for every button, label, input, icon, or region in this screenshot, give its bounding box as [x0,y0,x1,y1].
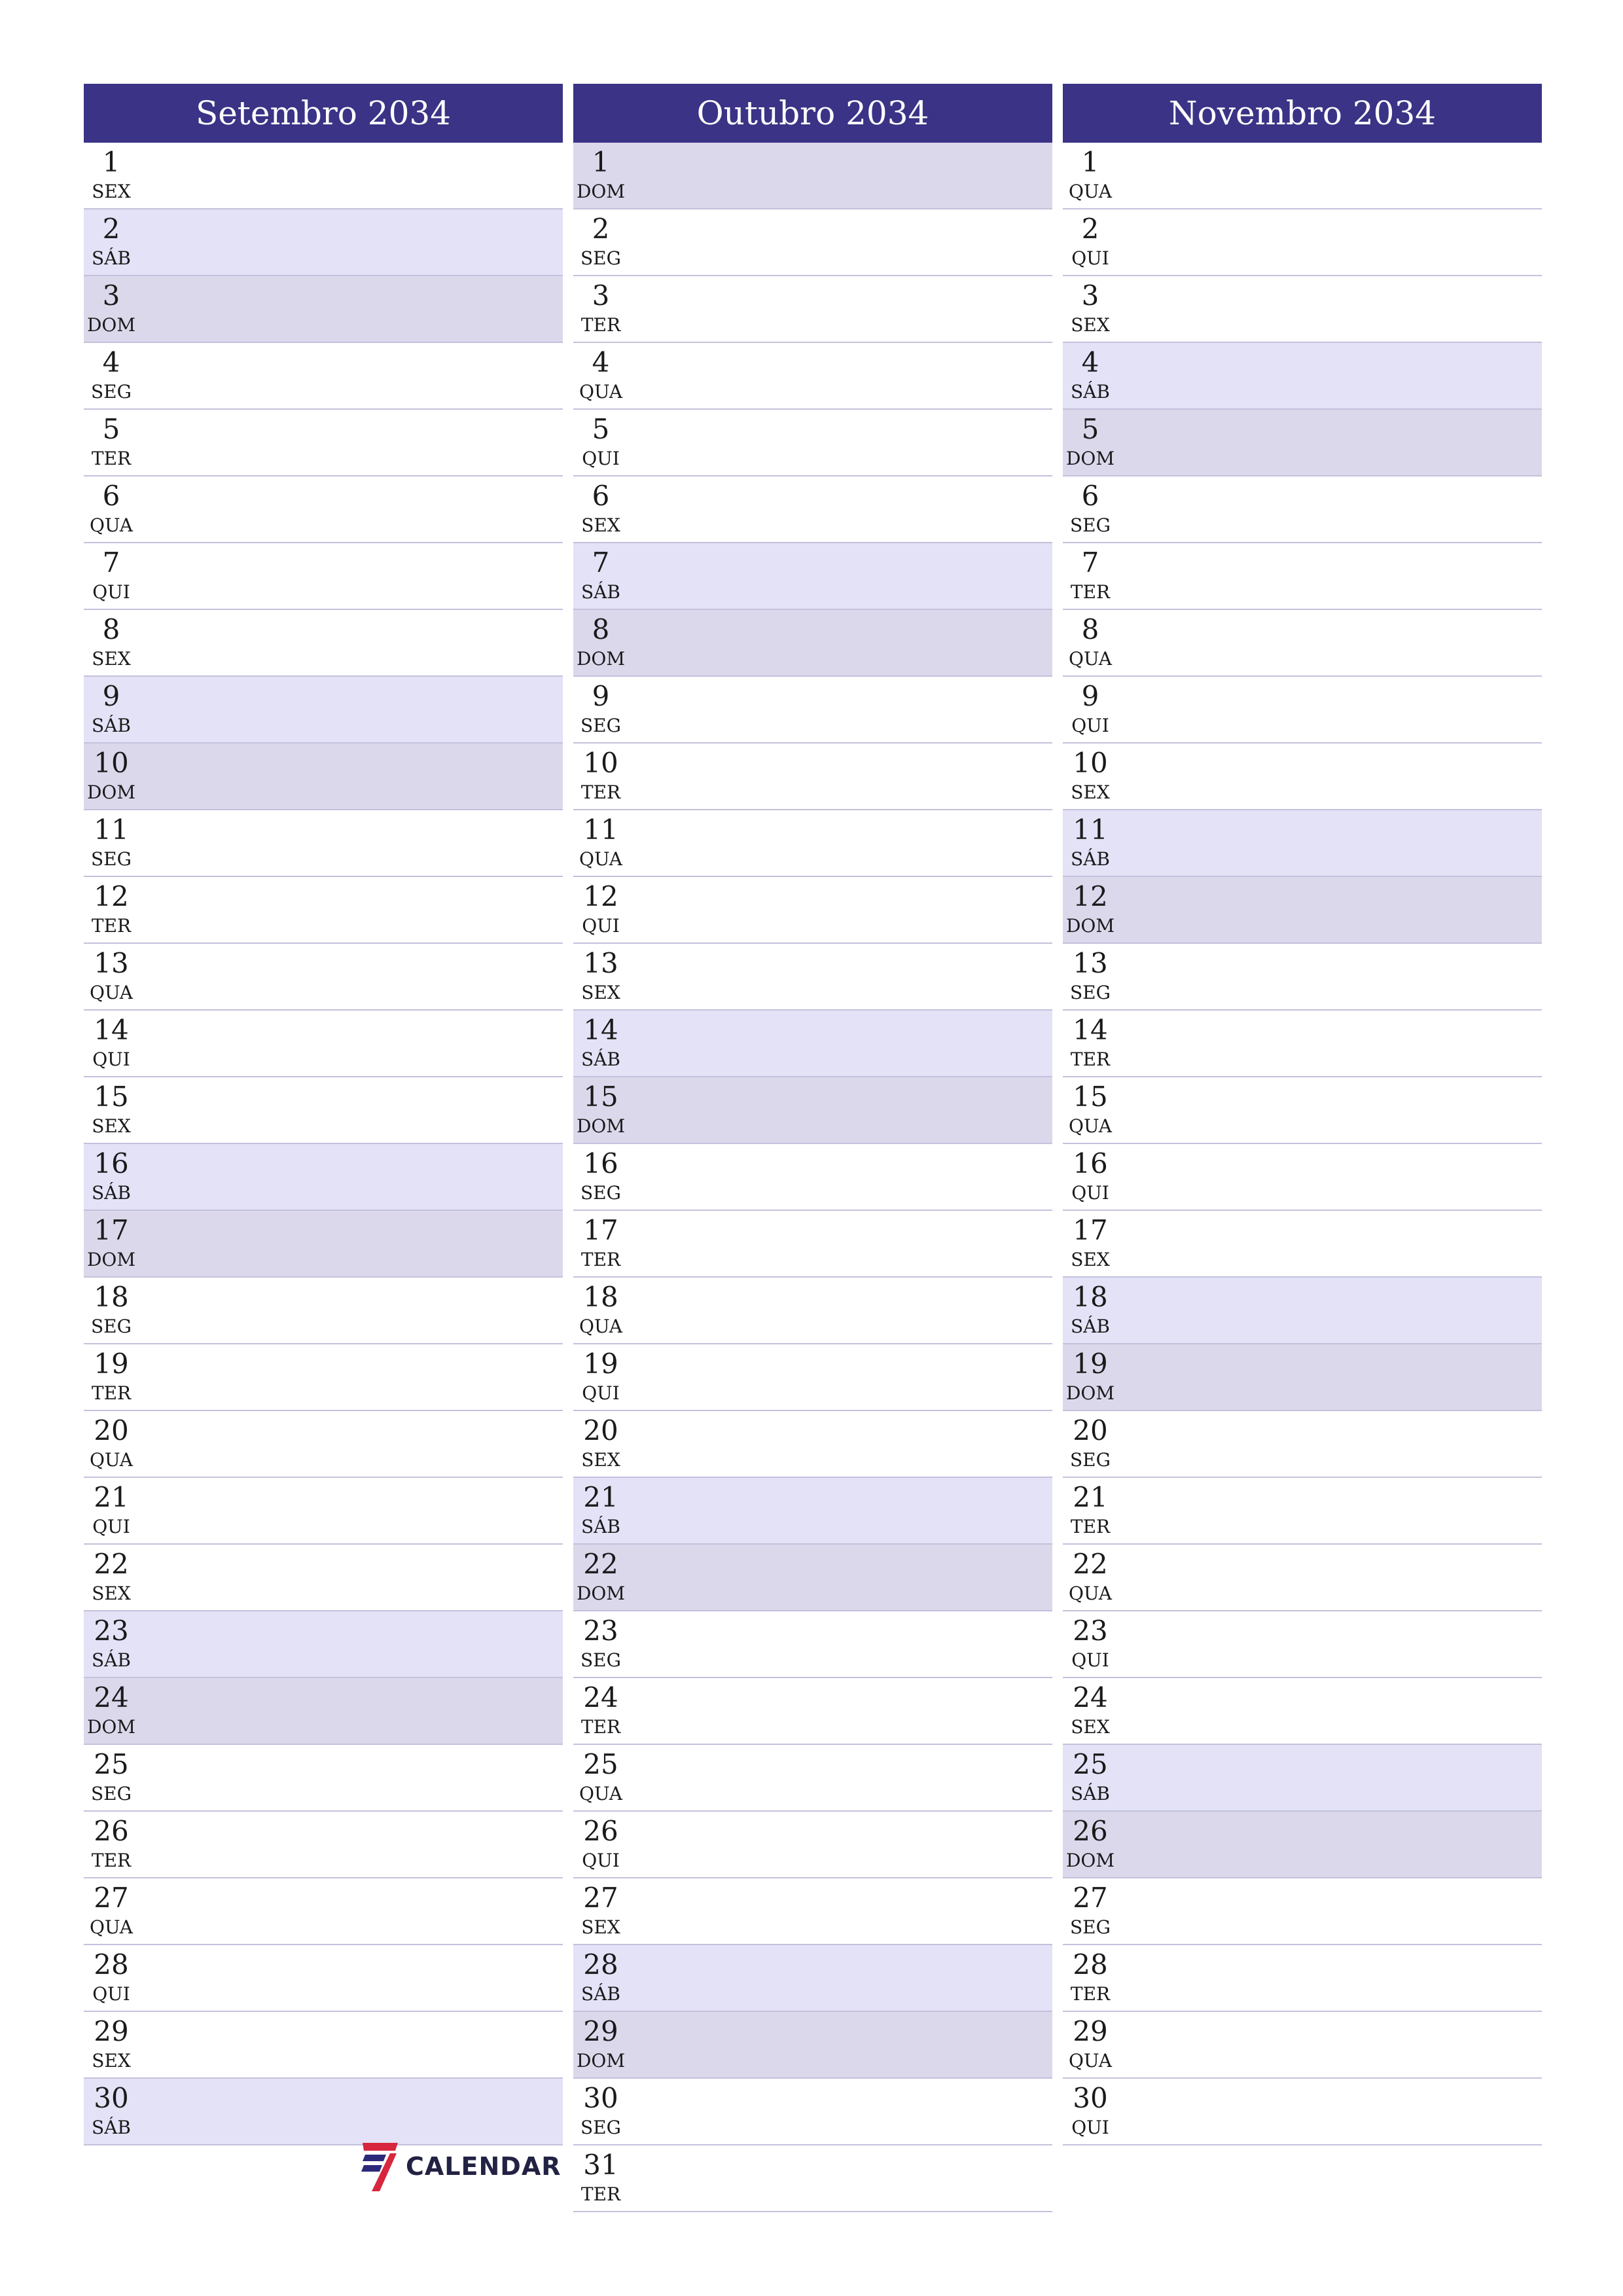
day-number: 27 [583,1882,618,1914]
weekday-label: QUI [582,1850,620,1871]
day-row[interactable] [84,1545,563,1611]
month-header: Setembro 2034 [84,84,563,143]
day-row[interactable] [84,2012,563,2079]
day-number: 11 [94,814,129,846]
weekday-label: SEX [581,514,620,536]
weekday-label: SEG [91,381,132,403]
day-row[interactable] [573,1945,1052,2012]
day-number: 28 [94,1948,129,1981]
weekday-label: QUI [92,581,130,603]
day-number: 12 [1073,880,1108,912]
day-number: 30 [1073,2082,1108,2114]
weekday-label: QUI [582,1382,620,1404]
weekday-label: SÁB [92,715,131,736]
day-number: 19 [94,1348,129,1380]
weekday-label: QUI [582,915,620,937]
weekday-label: DOM [576,1115,626,1137]
day-number: 14 [94,1014,129,1046]
day-row[interactable] [84,1344,563,1411]
weekday-label: QUA [1069,181,1112,202]
weekday-label: QUI [1071,247,1109,269]
day-row[interactable] [573,410,1052,476]
day-row[interactable] [573,677,1052,744]
weekday-label: QUA [1069,2050,1112,2072]
day-number: 15 [1073,1081,1108,1113]
day-row[interactable] [84,1144,563,1211]
day-row[interactable] [1063,1077,1542,1144]
day-number: 26 [583,1815,618,1847]
weekday-label: SEG [1070,1449,1111,1471]
weekday-label: SEX [581,1449,620,1471]
weekday-label: DOM [86,1249,136,1270]
day-number: 6 [1081,480,1099,512]
day-row[interactable] [1063,744,1542,810]
weekday-label: SÁB [1071,848,1110,870]
day-number: 7 [592,547,610,579]
day-row[interactable] [573,2012,1052,2079]
day-number: 24 [583,1681,618,1713]
weekday-label: TER [580,781,621,803]
logo-text: CALENDAR [406,2152,562,2181]
day-number: 30 [583,2082,618,2114]
weekday-label: SEX [92,181,131,202]
day-row[interactable] [1063,143,1542,209]
weekday-label: TER [1070,1983,1111,2005]
day-number: 25 [94,1748,129,1780]
day-number: 15 [583,1081,618,1113]
day-number: 29 [94,2015,129,2047]
day-number: 21 [94,1481,129,1513]
day-number: 19 [1073,1348,1108,1380]
day-list [84,143,563,2145]
weekday-label: SÁB [92,1649,131,1671]
weekday-label: QUI [92,1049,130,1070]
day-number: 15 [94,1081,129,1113]
weekday-label: DOM [1065,1382,1115,1404]
day-number: 26 [1073,1815,1108,1847]
weekday-label: SÁB [1071,381,1110,403]
day-row[interactable] [573,343,1052,410]
weekday-label: QUI [92,1516,130,1537]
weekday-label: SEX [1071,314,1110,336]
weekday-label: SÁB [92,2117,131,2138]
day-number: 28 [1073,1948,1108,1981]
day-number: 14 [583,1014,618,1046]
day-number: 20 [94,1414,129,1446]
day-row[interactable] [573,2079,1052,2145]
day-number: 13 [94,947,129,979]
weekday-label: SEG [580,1182,621,1204]
weekday-label: SÁB [581,581,620,603]
weekday-label: DOM [1065,1850,1115,1871]
day-number: 29 [583,2015,618,2047]
day-number: 23 [583,1615,618,1647]
month-header: Novembro 2034 [1063,84,1542,143]
day-row[interactable] [1063,343,1542,410]
weekday-label: SÁB [92,247,131,269]
day-row[interactable] [573,1011,1052,1077]
day-row[interactable] [84,276,563,343]
day-number: 2 [102,213,120,245]
day-row[interactable] [1063,276,1542,343]
day-row[interactable] [1063,1945,1542,2012]
weekday-label: SEX [1071,1249,1110,1270]
day-row[interactable] [84,944,563,1011]
day-row[interactable] [573,744,1052,810]
weekday-label: QUI [1071,2117,1109,2138]
day-row[interactable] [573,209,1052,276]
day-row[interactable] [84,1211,563,1278]
day-number: 8 [102,613,120,645]
day-row[interactable] [1063,877,1542,944]
weekday-label: QUA [579,848,622,870]
day-row[interactable] [573,143,1052,209]
day-number: 12 [583,880,618,912]
day-row[interactable] [1063,677,1542,744]
day-number: 24 [94,1681,129,1713]
day-row[interactable] [573,1478,1052,1545]
weekday-label: SEG [580,2117,621,2138]
day-number: 4 [102,346,120,378]
day-row[interactable] [84,543,563,610]
day-row[interactable] [1063,610,1542,677]
weekday-label: DOM [86,781,136,803]
day-row[interactable] [573,1812,1052,1878]
weekday-label: TER [91,1382,132,1404]
day-number: 5 [1081,413,1099,445]
day-number: 8 [592,613,610,645]
day-row[interactable] [84,1011,563,1077]
weekday-label: DOM [86,314,136,336]
day-list [573,143,1052,2212]
day-row[interactable] [84,1678,563,1745]
day-row[interactable] [573,1545,1052,1611]
weekday-label: SEG [1070,514,1111,536]
day-row[interactable] [573,1278,1052,1344]
weekday-label: SEG [580,715,621,736]
day-row[interactable] [84,744,563,810]
day-row[interactable] [573,276,1052,343]
weekday-label: QUI [92,1983,130,2005]
day-row[interactable] [1063,476,1542,543]
day-number: 7 [1081,547,1099,579]
weekday-label: TER [580,2183,621,2205]
month-column-october [573,84,1052,2212]
day-row[interactable] [84,410,563,476]
day-number: 9 [1081,680,1099,712]
day-number: 20 [583,1414,618,1446]
day-row[interactable] [84,877,563,944]
day-number: 5 [102,413,120,445]
day-row[interactable] [1063,543,1542,610]
weekday-label: TER [580,314,621,336]
day-number: 6 [102,480,120,512]
day-row[interactable] [84,476,563,543]
day-number: 1 [592,146,610,178]
month-column-september [84,84,563,2145]
day-row[interactable] [573,610,1052,677]
weekday-label: SEX [1071,1716,1110,1738]
weekday-label: QUA [90,982,133,1003]
day-number: 10 [1073,747,1108,779]
day-number: 30 [94,2082,129,2114]
day-number: 25 [1073,1748,1108,1780]
weekday-label: TER [1070,581,1111,603]
day-number: 3 [102,279,120,312]
day-row[interactable] [1063,810,1542,877]
weekday-label: DOM [576,181,626,202]
day-number: 23 [94,1615,129,1647]
day-row[interactable] [84,677,563,744]
day-number: 20 [1073,1414,1108,1446]
day-row[interactable] [84,1077,563,1144]
day-number: 14 [1073,1014,1108,1046]
weekday-label: SEG [91,1783,132,1804]
day-number: 19 [583,1348,618,1380]
month-column-november [1063,84,1542,2145]
day-row[interactable] [84,343,563,410]
weekday-label: TER [580,1716,621,1738]
day-row[interactable] [84,810,563,877]
weekday-label: TER [1070,1516,1111,1537]
weekday-label: QUA [1069,648,1112,670]
weekday-label: SEG [91,848,132,870]
day-row[interactable] [84,1745,563,1812]
weekday-label: TER [91,915,132,937]
day-row[interactable] [84,1611,563,1678]
day-number: 10 [94,747,129,779]
weekday-label: DOM [1065,448,1115,469]
weekday-label: QUA [1069,1583,1112,1604]
day-row[interactable] [1063,1278,1542,1344]
day-row[interactable] [84,143,563,209]
brand-logo[interactable] [360,2140,561,2193]
day-row[interactable] [84,1478,563,1545]
day-row[interactable] [573,1411,1052,1478]
weekday-label: QUA [579,1783,622,1804]
day-row[interactable] [573,944,1052,1011]
weekday-label: QUA [90,514,133,536]
weekday-label: TER [580,1249,621,1270]
day-number: 21 [1073,1481,1108,1513]
day-number: 25 [583,1748,618,1780]
day-row[interactable] [1063,2012,1542,2079]
day-row[interactable] [84,2079,563,2145]
day-number: 11 [1073,814,1108,846]
weekday-label: DOM [86,1716,136,1738]
day-number: 13 [583,947,618,979]
weekday-label: TER [91,448,132,469]
weekday-label: QUI [1071,715,1109,736]
weekday-label: SÁB [92,1182,131,1204]
weekday-label: QUA [90,1916,133,1938]
day-row[interactable] [1063,209,1542,276]
day-row[interactable] [573,1745,1052,1812]
weekday-label: SEX [581,1916,620,1938]
day-row[interactable] [573,1878,1052,1945]
day-row[interactable] [573,877,1052,944]
day-row[interactable] [573,1611,1052,1678]
day-number: 23 [1073,1615,1108,1647]
weekday-label: SEG [91,1316,132,1337]
weekday-label: QUI [582,448,620,469]
weekday-label: QUA [579,1316,622,1337]
weekday-label: QUA [1069,1115,1112,1137]
day-row[interactable] [1063,944,1542,1011]
day-number: 22 [583,1548,618,1580]
day-row[interactable] [84,1278,563,1344]
day-number: 16 [1073,1147,1108,1179]
day-row[interactable] [1063,2079,1542,2145]
day-row[interactable] [573,1077,1052,1144]
weekday-label: SEG [1070,982,1111,1003]
day-row[interactable] [1063,1478,1542,1545]
weekday-label: TER [1070,1049,1111,1070]
day-number: 1 [102,146,120,178]
day-row[interactable] [1063,1344,1542,1411]
day-row[interactable] [573,2145,1052,2212]
day-row[interactable] [1063,1878,1542,1945]
day-number: 13 [1073,947,1108,979]
day-number: 22 [94,1548,129,1580]
day-number: 4 [592,346,610,378]
seven-calendar-logo-icon [360,2140,401,2193]
day-number: 18 [1073,1281,1108,1313]
weekday-label: DOM [576,2050,626,2072]
day-row[interactable] [573,1344,1052,1411]
weekday-label: SÁB [581,1516,620,1537]
day-number: 6 [592,480,610,512]
day-row[interactable] [1063,410,1542,476]
day-row[interactable] [84,610,563,677]
day-number: 16 [94,1147,129,1179]
weekday-label: QUA [579,381,622,403]
weekday-label: SEX [581,982,620,1003]
day-row[interactable] [573,543,1052,610]
day-row[interactable] [1063,1812,1542,1878]
weekday-label: DOM [576,648,626,670]
day-number: 22 [1073,1548,1108,1580]
weekday-label: QUA [90,1449,133,1471]
day-row[interactable] [84,1411,563,1478]
day-row[interactable] [573,476,1052,543]
weekday-label: SÁB [581,1983,620,2005]
day-row[interactable] [84,1812,563,1878]
weekday-label: SEG [580,247,621,269]
day-row[interactable] [573,1211,1052,1278]
day-row[interactable] [1063,1545,1542,1611]
weekday-label: QUI [1071,1182,1109,1204]
day-number: 7 [102,547,120,579]
day-number: 29 [1073,2015,1108,2047]
day-number: 17 [94,1214,129,1246]
day-row[interactable] [1063,1611,1542,1678]
weekday-label: SÁB [1071,1316,1110,1337]
day-row[interactable] [1063,1011,1542,1077]
day-number: 17 [583,1214,618,1246]
day-number: 9 [102,680,120,712]
day-number: 18 [583,1281,618,1313]
day-number: 8 [1081,613,1099,645]
day-number: 10 [583,747,618,779]
weekday-label: SEX [92,2050,131,2072]
day-number: 11 [583,814,618,846]
day-row[interactable] [84,1878,563,1945]
weekday-label: SEX [92,1583,131,1604]
weekday-label: SÁB [1071,1783,1110,1804]
day-number: 27 [1073,1882,1108,1914]
day-number: 21 [583,1481,618,1513]
weekday-label: SEG [1070,1916,1111,1938]
day-number: 24 [1073,1681,1108,1713]
day-row[interactable] [1063,1745,1542,1812]
day-number: 18 [94,1281,129,1313]
weekday-label: DOM [1065,915,1115,937]
day-row[interactable] [1063,1211,1542,1278]
day-number: 17 [1073,1214,1108,1246]
weekday-label: SEG [580,1649,621,1671]
day-row[interactable] [573,1678,1052,1745]
day-number: 12 [94,880,129,912]
day-number: 3 [592,279,610,312]
weekday-label: SEX [92,1115,131,1137]
day-number: 1 [1081,146,1099,178]
day-row[interactable] [1063,1144,1542,1211]
day-list [1063,143,1542,2145]
day-number: 3 [1081,279,1099,312]
day-row[interactable] [84,209,563,276]
day-number: 9 [592,680,610,712]
day-row[interactable] [1063,1411,1542,1478]
day-number: 31 [583,2149,618,2181]
day-number: 28 [583,1948,618,1981]
weekday-label: SEX [92,648,131,670]
day-number: 2 [1081,213,1099,245]
day-row[interactable] [1063,1678,1542,1745]
day-number: 26 [94,1815,129,1847]
day-row[interactable] [573,810,1052,877]
weekday-label: DOM [576,1583,626,1604]
day-number: 4 [1081,346,1099,378]
day-number: 16 [583,1147,618,1179]
weekday-label: TER [91,1850,132,1871]
day-row[interactable] [84,1945,563,2012]
weekday-label: QUI [1071,1649,1109,1671]
day-number: 27 [94,1882,129,1914]
day-number: 2 [592,213,610,245]
day-row[interactable] [573,1144,1052,1211]
weekday-label: SÁB [581,1049,620,1070]
weekday-label: SEX [1071,781,1110,803]
month-header: Outubro 2034 [573,84,1052,143]
day-number: 5 [592,413,610,445]
